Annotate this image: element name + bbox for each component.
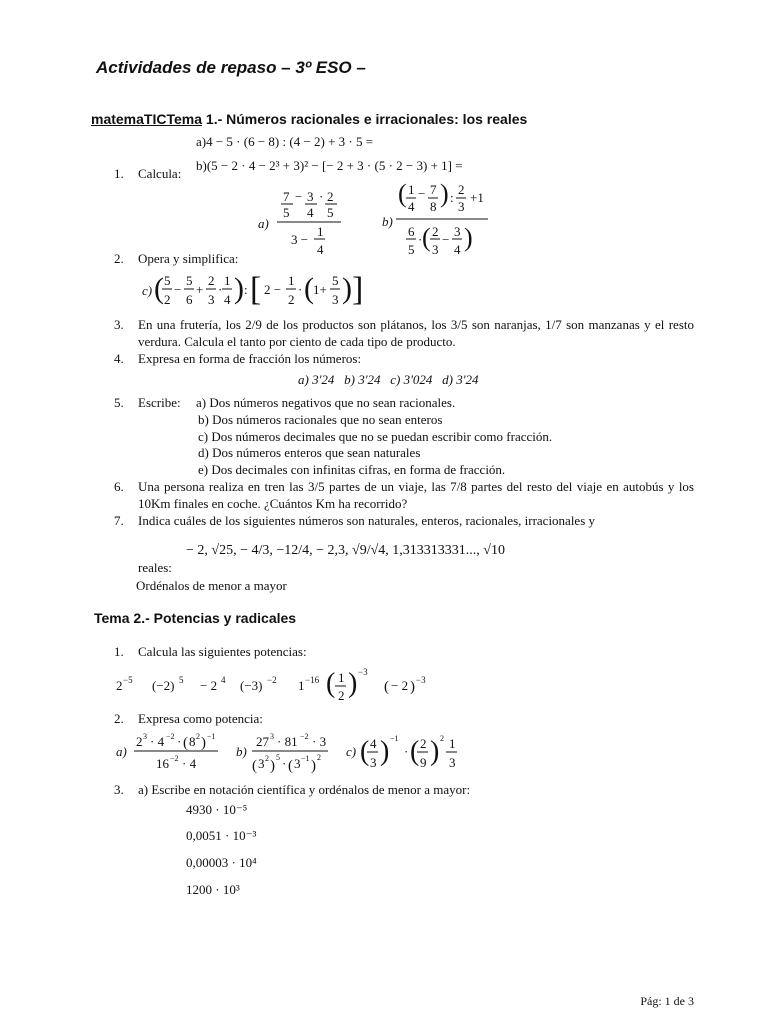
svg-text:27: 27 [256, 734, 269, 749]
s2-item1-number: 1. [114, 644, 124, 659]
svg-text:5: 5 [327, 205, 334, 220]
svg-text:4: 4 [224, 292, 231, 307]
item7-numbers: − 2, √25, − 4/3, −12/4, − 2,3, √9/√4, 1,313313331..., √10 [186, 543, 505, 558]
item6-text: Una persona realiza en tren las 3/5 partes de un viaje, las 7/8 partes del resto del viaje en autobús y los 10Km finales en coche. ¿Cuántos Km ha recorrido? [138, 479, 694, 511]
svg-text:−1: −1 [301, 754, 310, 763]
svg-text:1: 1 [408, 182, 415, 197]
svg-text:): ) [380, 736, 390, 767]
svg-text:3: 3 [307, 189, 314, 204]
svg-text:(−3): (−3) [240, 678, 263, 693]
item2-expression [140, 268, 362, 314]
s2-item3-text: a) Escribe en notación científica y ordénalos de menor a mayor: [138, 782, 471, 797]
item1-fraction-a [255, 184, 345, 262]
section1-heading [91, 111, 527, 127]
svg-text:3: 3 [143, 732, 147, 741]
svg-text:·: · [177, 734, 182, 749]
item4-value-a: a) 3'24 [298, 372, 335, 387]
svg-text:−: − [418, 186, 426, 201]
item3-number: 3. [114, 317, 124, 332]
s2-item3-number: 3. [114, 782, 124, 797]
item6-number: 6. [114, 479, 124, 494]
svg-text:): ) [342, 272, 352, 305]
svg-text:2: 2 [288, 292, 295, 307]
svg-text:6: 6 [408, 224, 415, 239]
svg-text:2: 2 [440, 734, 444, 743]
svg-text:b): b) [382, 214, 393, 229]
sci-value-1: 4930 · 10⁻⁵ [186, 802, 248, 817]
item1-text: Calcula: [138, 166, 182, 181]
svg-text:3: 3 [208, 292, 215, 307]
item5-option-a: a) Dos números negativos que no sean racionales. [196, 395, 456, 410]
svg-text:3: 3 [370, 755, 377, 770]
svg-text:1: 1 [338, 670, 345, 685]
svg-text:−3: −3 [416, 675, 426, 685]
svg-text:6: 6 [186, 292, 193, 307]
svg-text:· 3: · 3 [312, 734, 327, 749]
svg-text:3: 3 [332, 292, 339, 307]
svg-text:3: 3 [432, 242, 439, 257]
svg-text:(: ( [288, 758, 293, 774]
svg-text:3: 3 [449, 755, 456, 770]
item5-option-b: b) Dos números racionales que no sean enteros [198, 412, 443, 427]
svg-text:5: 5 [283, 205, 290, 220]
svg-text:): ) [201, 735, 206, 751]
svg-text::: : [244, 282, 248, 297]
svg-text:4: 4 [221, 675, 226, 685]
svg-text:a): a) [258, 216, 269, 231]
svg-text:(: ( [183, 735, 188, 751]
svg-text:[: [ [250, 271, 262, 308]
item4-number: 4. [114, 351, 124, 366]
svg-text:1+: 1+ [313, 282, 327, 297]
s2-item1-text: Calcula las siguientes potencias: [138, 644, 307, 659]
svg-text:− 2: − 2 [391, 678, 409, 693]
page-title: Actividades de repaso – 3º ESO – [96, 58, 366, 77]
item2-number: 2. [114, 251, 124, 266]
svg-text:(−2): (−2) [152, 678, 175, 693]
svg-text:5: 5 [164, 273, 171, 288]
svg-text:−: − [174, 282, 182, 297]
svg-text:4: 4 [317, 242, 324, 257]
s2-item2-number: 2. [114, 711, 124, 726]
svg-text:·: · [218, 282, 223, 297]
svg-text:1: 1 [298, 678, 305, 693]
svg-text:8: 8 [430, 199, 437, 214]
svg-text:3 −: 3 − [291, 232, 309, 247]
svg-text:4: 4 [454, 242, 461, 257]
svg-text:2: 2 [432, 224, 439, 239]
svg-text:−: − [442, 232, 450, 247]
section1-prefix: matemaTICTema [91, 111, 203, 127]
svg-text:(: ( [398, 179, 407, 208]
svg-text:(: ( [410, 736, 420, 767]
svg-text:7: 7 [283, 189, 290, 204]
svg-text:5: 5 [332, 273, 339, 288]
svg-text:−2: −2 [267, 675, 277, 685]
svg-text:1: 1 [317, 224, 324, 239]
svg-text:·: · [282, 756, 287, 771]
svg-text:2: 2 [116, 678, 123, 693]
svg-text:2: 2 [420, 736, 427, 751]
svg-text:−2: −2 [170, 754, 179, 763]
sci-value-3: 0,00003 · 10⁴ [186, 855, 257, 870]
svg-text:2: 2 [327, 189, 334, 204]
svg-text:− 2: − 2 [200, 678, 218, 693]
item4-text: Expresa en forma de fracción los números: [138, 351, 362, 366]
item4-value-b: b) 3'24 [344, 372, 381, 387]
svg-text:2: 2 [208, 273, 215, 288]
svg-text:1: 1 [449, 736, 456, 751]
svg-text:): ) [464, 223, 473, 252]
item5-option-c: c) Dos números decimales que no se puedan escribir como fracción. [198, 429, 553, 444]
svg-text:7: 7 [430, 182, 437, 197]
section1-title: 1.- Números racionales e irracionales: los reales [202, 111, 528, 127]
svg-text:2: 2 [136, 734, 143, 749]
item2-text: Opera y simplifica: [138, 251, 239, 266]
svg-text:3: 3 [454, 224, 461, 239]
svg-text:b): b) [236, 744, 247, 759]
svg-text:(: ( [422, 223, 431, 252]
svg-text:2: 2 [164, 292, 171, 307]
item4-value-c: c) 3'024 [390, 372, 433, 387]
item7-reales: reales: [138, 560, 172, 575]
svg-text::: : [450, 190, 454, 205]
svg-text:2: 2 [317, 753, 321, 762]
svg-text:): ) [270, 758, 275, 774]
s2-item2-text: Expresa como potencia: [138, 711, 263, 726]
svg-text:): ) [348, 668, 358, 699]
item5-text: Escribe: [138, 395, 181, 410]
svg-text:−5: −5 [123, 675, 133, 685]
svg-text:·: · [418, 232, 423, 247]
section2-heading: Tema 2.- Potencias y radicales [94, 610, 297, 626]
svg-text:]: ] [352, 271, 364, 308]
item5-option-d: d) Dos números enteros que sean naturales [198, 445, 421, 460]
item5-option-e: e) Dos decimales con infinitas cifras, en forma de fracción. [198, 462, 506, 477]
svg-text:16: 16 [156, 756, 169, 771]
svg-text:c): c) [142, 283, 153, 298]
svg-text:· 81: · 81 [277, 734, 298, 749]
svg-text:4: 4 [370, 736, 377, 751]
item5-number: 5. [114, 395, 124, 410]
svg-text:a): a) [116, 744, 127, 759]
svg-text:(: ( [360, 736, 370, 767]
s2-item2-expressions [114, 728, 464, 778]
svg-text:4: 4 [408, 199, 415, 214]
svg-text:5: 5 [408, 242, 415, 257]
item1-expression-a: a)4 − 5 · (6 − 8) : (4 − 2) + 3 · 5 = [196, 134, 374, 149]
svg-text:2 −: 2 − [264, 282, 282, 297]
svg-text:−3: −3 [358, 667, 368, 677]
svg-text:c): c) [346, 744, 357, 759]
page-footer: Pág: 1 de 3 [640, 994, 694, 1008]
svg-text:(: ( [304, 272, 314, 305]
item1-number: 1. [114, 166, 124, 181]
item7-text: Indica cuáles de los siguientes números son naturales, enteros, racionales, irracionales y [138, 513, 596, 528]
svg-text:−2: −2 [166, 732, 175, 741]
svg-text:5: 5 [179, 675, 184, 685]
sci-value-4: 1200 · 10³ [186, 882, 240, 897]
item4-value-d: d) 3'24 [442, 372, 479, 387]
svg-text:): ) [234, 272, 244, 305]
svg-text:9: 9 [420, 755, 427, 770]
svg-text:3: 3 [294, 756, 301, 771]
svg-text:2: 2 [338, 688, 345, 703]
svg-text:2: 2 [265, 754, 269, 763]
svg-text:· 4: · 4 [182, 756, 197, 771]
svg-text:−: − [295, 189, 303, 204]
svg-text:3: 3 [270, 732, 274, 741]
svg-text:): ) [430, 736, 440, 767]
svg-text:(: ( [252, 758, 257, 774]
svg-text:): ) [311, 758, 316, 774]
svg-text:−2: −2 [300, 732, 309, 741]
svg-text:1: 1 [288, 273, 295, 288]
s2-item1-powers [114, 662, 444, 708]
svg-text:·: · [404, 744, 409, 759]
svg-text:(: ( [384, 679, 389, 695]
item1-expression-b: b)(5 − 2 · 4 − 2³ + 3)² − [− 2 + 3 · (5 · 2 − 3) + 1] = [196, 158, 463, 173]
svg-text:2: 2 [458, 182, 465, 197]
svg-text:5: 5 [186, 273, 193, 288]
item4-values [298, 372, 478, 388]
item7-number: 7. [114, 513, 124, 528]
svg-text:3: 3 [458, 199, 465, 214]
svg-text:·: · [298, 282, 303, 297]
svg-text:(: ( [326, 668, 336, 699]
item3-text: En una frutería, los 2/9 de los productos son plátanos, los 3/5 son naranjas, 1/7 son manzanas y el resto verdura. Calcula el tanto por ciento de cada tipo de producto. [138, 317, 694, 349]
svg-text:1: 1 [224, 273, 231, 288]
svg-text:+: + [196, 282, 204, 297]
svg-text:3: 3 [258, 756, 265, 771]
svg-text:· 4: · 4 [150, 734, 165, 749]
svg-text:5: 5 [276, 753, 280, 762]
svg-text:): ) [410, 679, 415, 695]
svg-text:(: ( [154, 272, 164, 305]
svg-text:2: 2 [196, 732, 200, 741]
svg-text:−1: −1 [390, 734, 399, 743]
sci-value-2: 0,0051 · 10⁻³ [186, 828, 257, 843]
svg-text:−1: −1 [207, 732, 216, 741]
svg-text:−16: −16 [305, 675, 320, 685]
svg-text:4: 4 [307, 205, 314, 220]
svg-text:·: · [319, 189, 324, 204]
svg-text:+1: +1 [470, 190, 484, 205]
svg-text:): ) [440, 179, 449, 208]
item7-order: Ordénalos de menor a mayor [136, 578, 287, 593]
item1-fraction-b [380, 180, 495, 262]
svg-text:8: 8 [189, 734, 196, 749]
